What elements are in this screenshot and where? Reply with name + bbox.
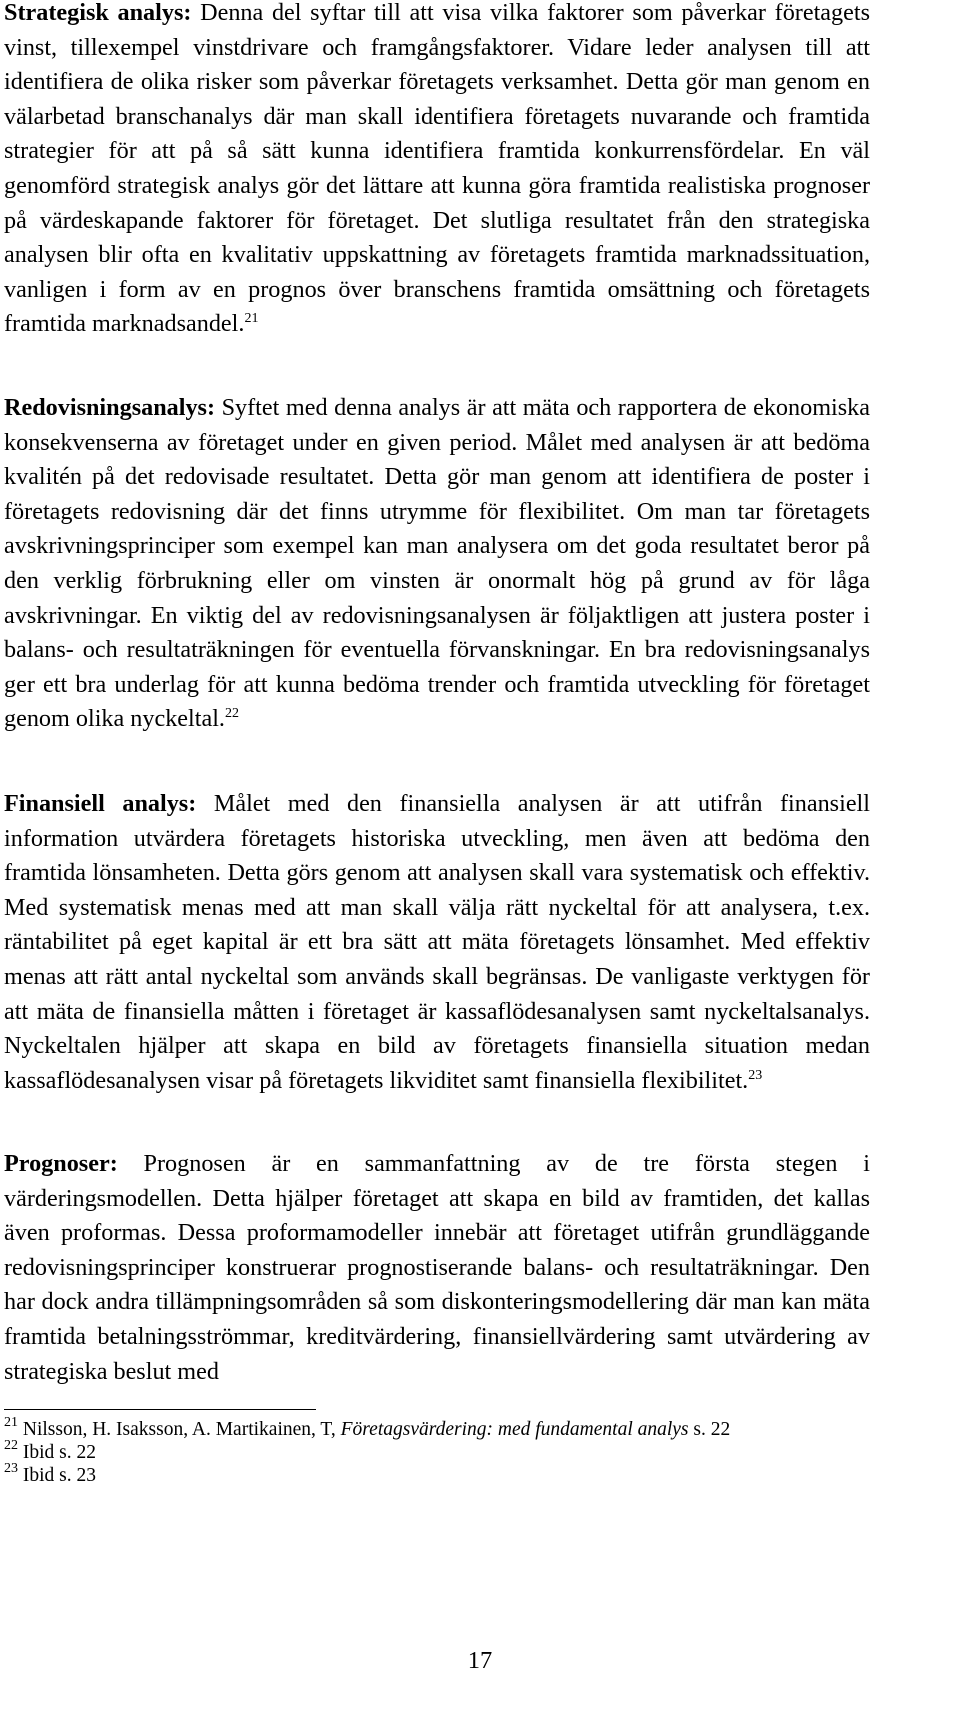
footnote-23 [4, 1461, 96, 1488]
section-prognoser [4, 1147, 870, 1389]
section-finansiell-analys [4, 787, 870, 1098]
section-strategisk-analys [4, 0, 870, 342]
section-heading: Prognoser: [4, 1150, 118, 1177]
section-body: Syftet med denna analys är att mäta och rapportera de ekonomiska konsekvenserna av företaget under en given period. Målet med analysen är att bedöma kvalitén på det redovisade resultatet. Detta gör man genom att identifiera de poster i företagets redovisning där det finns utrymme för flexibilitet. Om man tar företagets avskrivningsprinciper som exempel kan man analysera om det goda resultatet beror på den verklig förbrukning eller om vinsten är onormalt hög på grund av för låga avskrivningar. En viktig del av redovisningsanalysen är följaktligen att justera poster i balans- och resultaträkningen för eventuella förvanskningar. En bra redovisningsanalys ger ett bra underlag för att kunna bedöma trender och framtida utveckling för företaget genom olika nyckeltal. [4, 394, 870, 733]
section-body: Denna del syftar till att visa vilka faktorer som påverkar företagets vinst, tillexempel vinstdrivare och framgångsfaktorer. Vidare leder analysen till att identifiera de olika risker som påverkar företagets verksamhet. Detta gör man genom en välarbetad branschanalys där man skall identifiera företagets nuvarande och framtida strategier för att på så sätt kunna identifiera framtida konkurrensfördelar. En väl genomförd strategisk analys gör det lättare att kunna göra framtida realistiska prognoser på värdeskapande faktorer för företaget. Det slutliga resultatet från den strategiska analysen blir ofta en kvalitativ uppskattning av företagets framtida marknadssituation, vanligen i form av en prognos över branschens framtida omsättning och företagets framtida marknadsandel. [4, 0, 870, 338]
footnote-ref[interactable]: 22 [224, 706, 239, 722]
footnote-ref[interactable]: 21 [244, 311, 259, 327]
footnote-divider [4, 1409, 316, 1410]
section-heading: Strategisk analys: [4, 0, 192, 26]
footnote-book-title: Företagsvärdering: med fundamental analys [340, 1419, 689, 1440]
footnote-number: 23 [4, 1461, 18, 1476]
footnote-number: 21 [4, 1415, 18, 1430]
page-number: 17 [467, 1647, 493, 1674]
section-heading: Redovisningsanalys: [4, 394, 216, 421]
footnote-text: Ibid s. 22 [22, 1442, 96, 1463]
section-body: Målet med den finansiella analysen är att utifrån finansiell information utvärdera företagets historiska utveckling, men även att bedöma den framtida lönsamheten. Detta görs genom att analysen skall vara systematisk och effektiv. Med systematisk menas med att man skall välja rätt nyckeltal för att analysera, t.ex. räntabilitet på eget kapital är ett bra sätt att mäta företagets lönsamhet. Med effektiv menas att rätt antal nyckeltal som används skall begränsas. De vanligaste verktygen för att mäta de finansiella måtten i företaget är kassaflödesanalysen samt nyckeltalsanalys. Nyckeltalen hjälper att skapa en bild av företagets finansiella situation medan kassaflödesanalysen visar på företagets likviditet samt finansiella flexibilitet. [4, 790, 870, 1094]
section-redovisningsanalys [4, 391, 870, 737]
footnote-ref[interactable]: 23 [748, 1067, 763, 1083]
section-body: Prognosen är en sammanfattning av de tre första stegen i värderingsmodellen. Detta hjälper företaget att skapa en bild av framtiden, det kallas även proformas. Dessa proformamodeller innebär att företaget utifrån grundläggande redovisningsprinciper konstruerar prognostiserande balans- och resultaträkningar. Den har dock andra tillämpningsområden så som diskonteringsmodellering där man kan mäta framtida betalningsströmmar, kreditvärdering, finansiellvärdering samt utvärdering av strategiska beslut med [4, 1150, 870, 1385]
section-heading: Finansiell analys: [4, 790, 197, 817]
footnote-text: Ibid s. 23 [22, 1465, 96, 1486]
footnote-21 [4, 1415, 731, 1442]
footnote-text: Nilsson, H. Isaksson, A. Martikainen, T, [22, 1419, 336, 1440]
footnote-page: s. 22 [693, 1419, 731, 1440]
footnote-number: 22 [4, 1438, 18, 1453]
